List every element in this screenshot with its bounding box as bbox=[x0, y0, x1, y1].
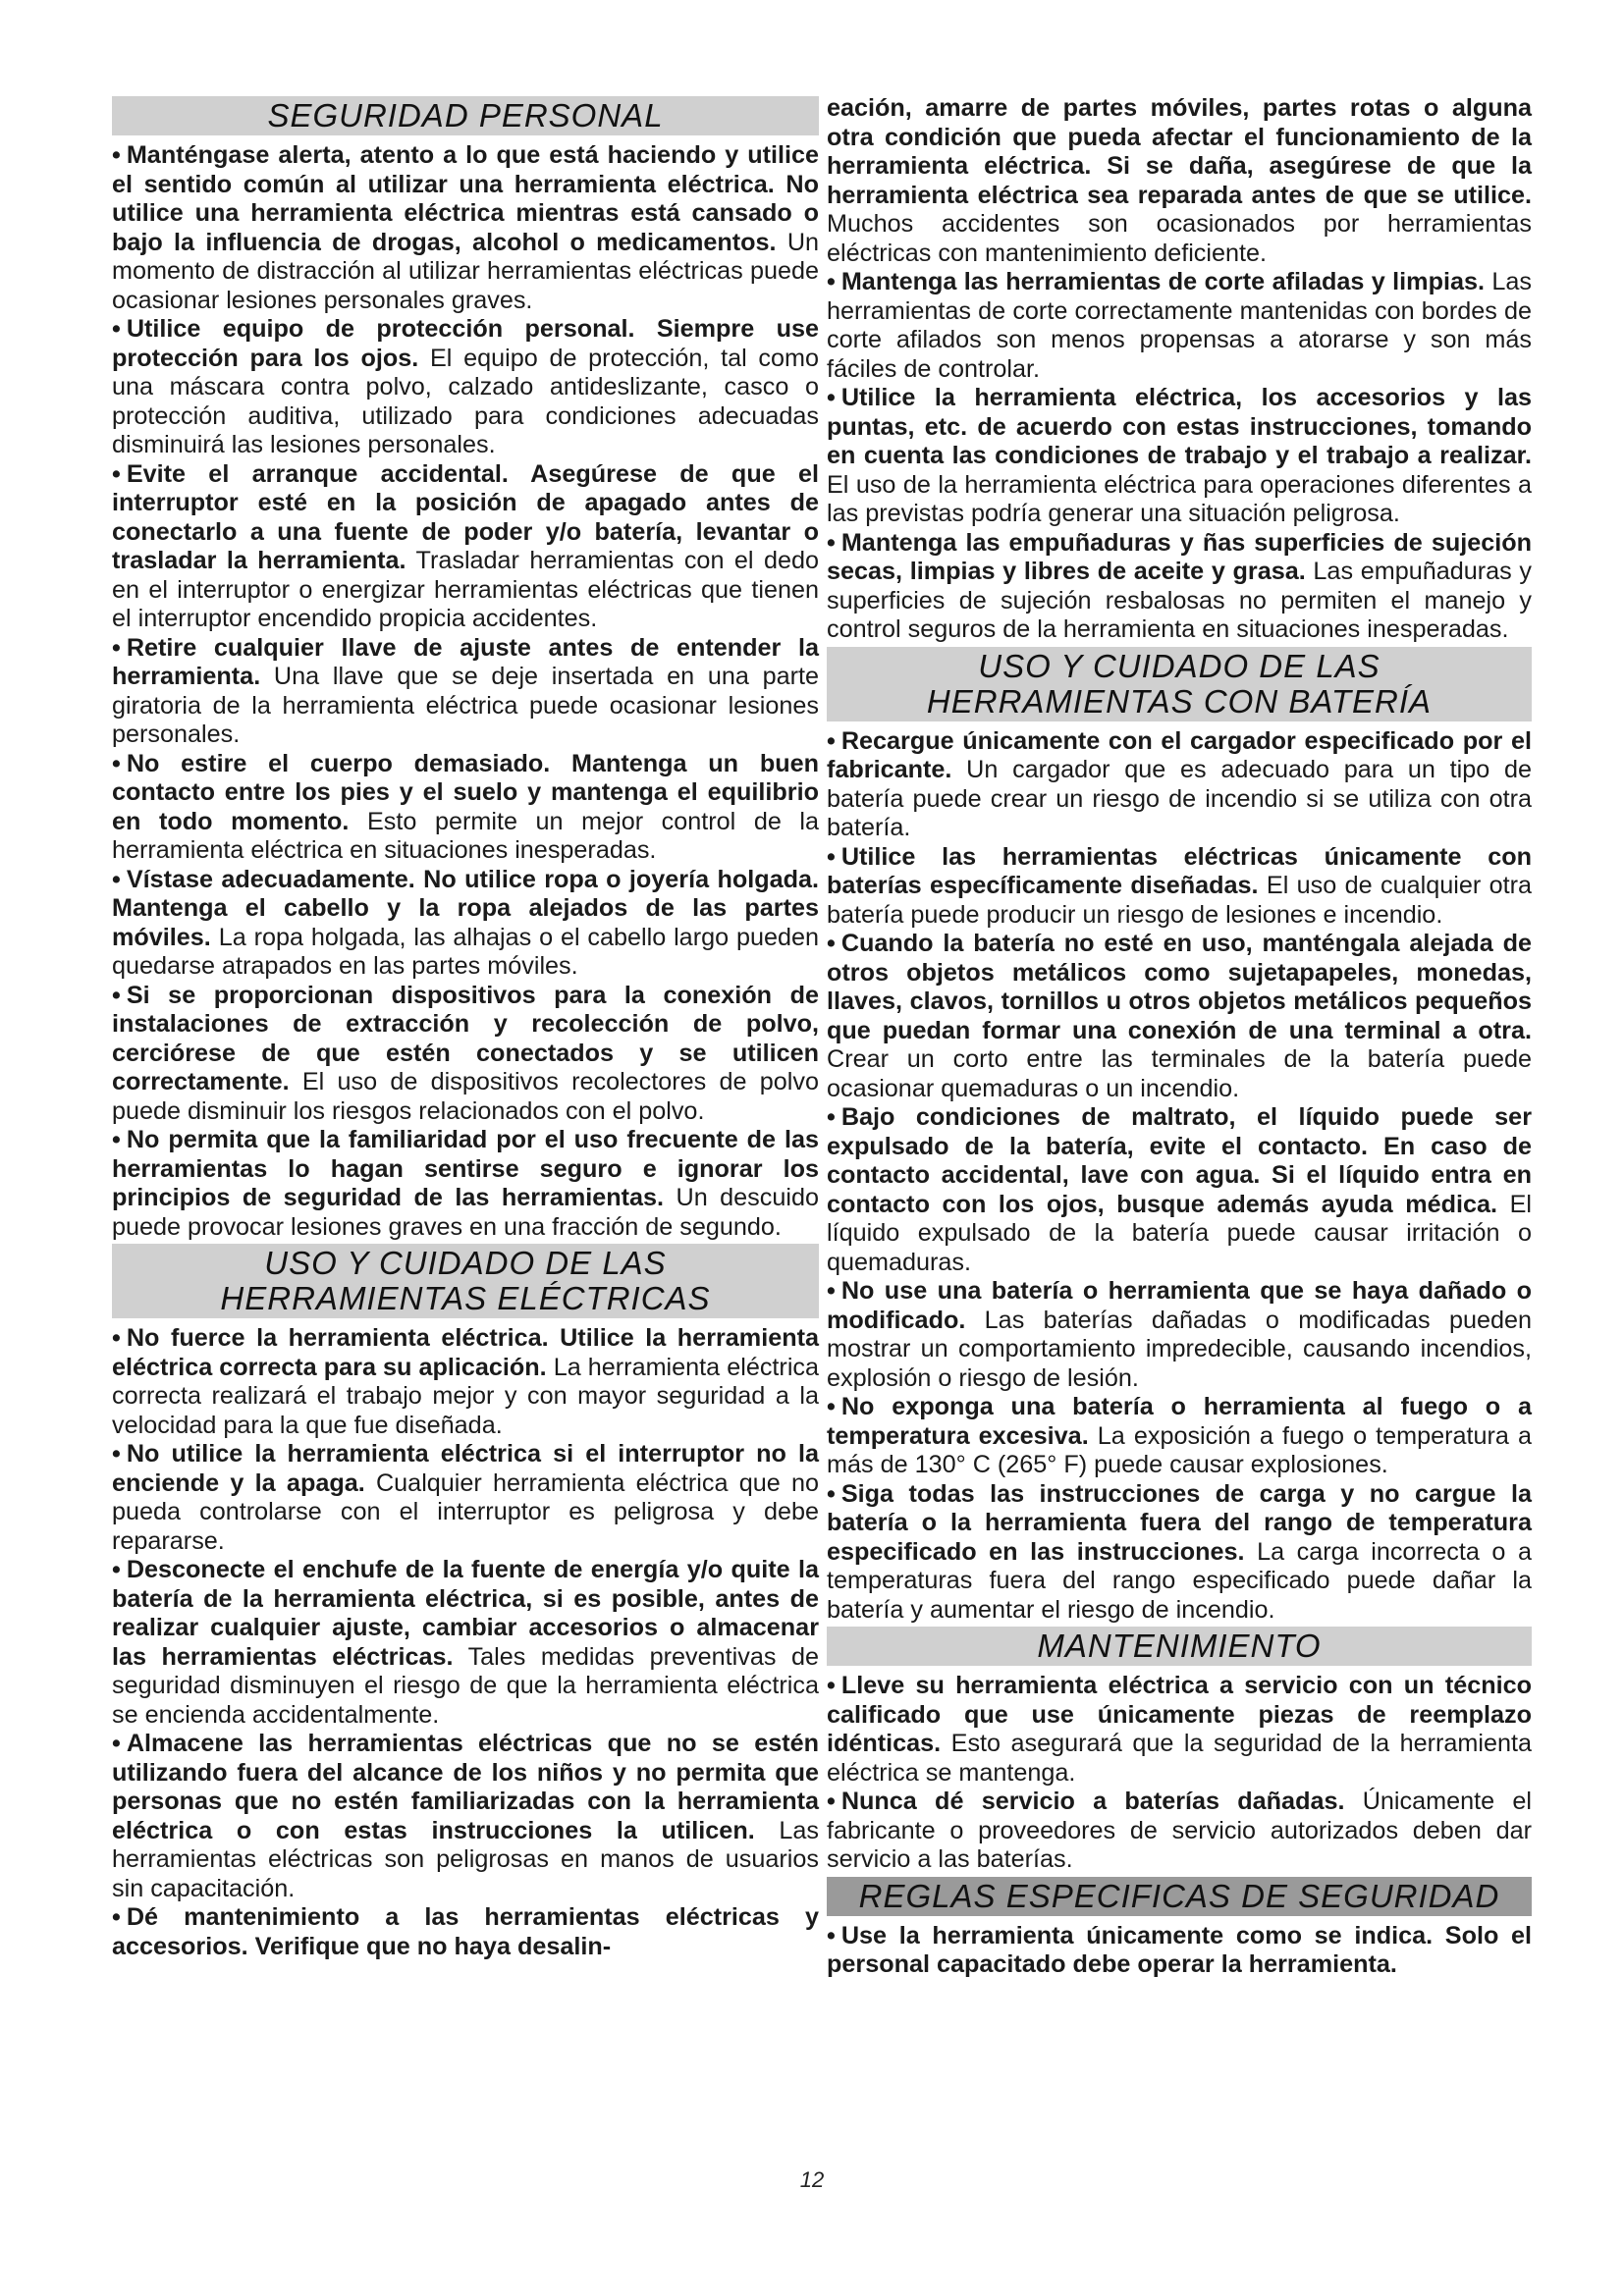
item-bold-text: Recargue únicamente con el cargador especificado por el fabricante. bbox=[827, 726, 1532, 783]
item-bold-text: No fuerce la herramienta eléctrica. Utilice la herramienta eléctrica correcta para su aplicación. bbox=[112, 1324, 819, 1381]
item-bold-text: No permita que la familiaridad por el uso frecuente de las herramientas lo hagan sentirse seguro e ignorar los principios de seguridad de las herramientas. bbox=[112, 1126, 819, 1211]
item-body-text: Trasladar herramientas con el dedo en el interruptor o energizar herramientas eléctricas que tienen el interruptor encendido propicia accidentes. bbox=[112, 547, 819, 632]
list-item bbox=[827, 1922, 1532, 1980]
item-bold-text: Use la herramienta únicamente como se indica. Solo el personal capacitado debe operar la herramienta. bbox=[827, 1921, 1532, 1978]
list-item bbox=[827, 529, 1532, 645]
section-title-line-1: USO Y CUIDADO DE LAS bbox=[978, 647, 1380, 684]
bullet: • bbox=[827, 1479, 836, 1508]
list-item bbox=[112, 315, 819, 460]
power-tool-items bbox=[112, 1324, 819, 1961]
bullet: • bbox=[112, 633, 121, 662]
item-body-text: Esto permite un mejor control de la herramienta eléctrica en situaciones inesperadas. bbox=[112, 807, 820, 864]
bullet: • bbox=[112, 1903, 121, 1931]
left-column bbox=[112, 94, 819, 1961]
list-item bbox=[112, 460, 819, 634]
item-body-text: Un cargador que es adecuado para un tipo de batería puede crear un riesgo de incendio si se utiliza con otra batería. bbox=[827, 756, 1533, 841]
item-bold-text: Dé mantenimiento a las herramientas eléctricas y accesorios. Verifique que no haya desalin- bbox=[112, 1903, 819, 1960]
item-bold-text: Evite el arranque accidental. Asegúrese de que el interruptor esté en la posición de apagado antes de conectarlo a una fuente de poder y/o batería, levantar o trasladar la herramienta. bbox=[112, 459, 819, 574]
item-bold-text: Mantenga las herramientas de corte afiladas y limpias. bbox=[840, 268, 1485, 295]
list-item bbox=[112, 866, 819, 982]
item-body-text: El equipo de protección, tal como una máscara contra polvo, calzado antideslizante, casco o protección auditiva, utilizado para condiciones adecuadas disminuirá las lesiones personales. bbox=[112, 344, 819, 458]
item-bold-text: Utilice las herramientas eléctricas únicamente con baterías específicamente diseñadas. bbox=[827, 842, 1532, 899]
item-body-text: La carga incorrecta o a temperaturas fuera del rango especificado puede dañar la batería y aumentar el riesgo de incendio. bbox=[827, 1537, 1532, 1624]
item-bold-text: Lleve su herramienta eléctrica a servicio con un técnico calificado que use únicamente piezas de reemplazo idénticas. bbox=[827, 1672, 1532, 1757]
section-header-seguridad-personal bbox=[112, 96, 819, 135]
item-bold-text: Bajo condiciones de maltrato, el líquido puede ser expulsado de la batería, evite el contacto. En caso de contacto accidental, lave con agua. Si el líquido entra en contacto con los ojos, busque además ayuda médica. bbox=[827, 1103, 1532, 1218]
item-body-text: Crear un corto entre las terminales de la batería puede ocasionar quemaduras o un incendio. bbox=[827, 1045, 1532, 1102]
item-body-text: Un descuido puede provocar lesiones graves en una fracción de segundo. bbox=[112, 1184, 819, 1241]
bullet: • bbox=[827, 1672, 836, 1699]
list-item bbox=[827, 930, 1532, 1103]
item-bold-text: Vístase adecuadamente. No utilice ropa o joyería holgada. Mantenga el cabello y la ropa alejados de las partes móviles. bbox=[112, 865, 819, 951]
list-item bbox=[827, 1103, 1532, 1277]
list-item bbox=[827, 1277, 1532, 1393]
bullet: • bbox=[827, 1788, 836, 1815]
bullet: • bbox=[112, 749, 121, 777]
section-header-uso-herramientas-electricas bbox=[112, 1244, 819, 1318]
bullet: • bbox=[827, 1103, 836, 1131]
bullet: • bbox=[112, 1324, 121, 1352]
item-bold-text: Nunca dé servicio a baterías dañadas. bbox=[840, 1788, 1345, 1815]
list-item bbox=[112, 750, 819, 866]
bullet: • bbox=[827, 1921, 836, 1949]
item-bold-text: No utilice la herramienta eléctrica si el interruptor no la enciende y la apaga. bbox=[112, 1440, 819, 1497]
item-body-text: Tales medidas preventivas de seguridad disminuyen el riesgo de que la herramienta eléctrica se encienda accidentalmente. bbox=[112, 1642, 819, 1729]
personal-items bbox=[112, 141, 819, 1242]
item-bold-text: Desconecte el enchufe de la fuente de energía y/o quite la batería de la herramienta eléctrica, si es posible, antes de realizar cualquier ajuste, cambiar accesorios o almacenar las herramientas eléctricas. bbox=[112, 1556, 819, 1671]
item-body-text: Un momento de distracción al utilizar herramientas eléctricas puede ocasionar lesiones personales graves. bbox=[112, 228, 820, 314]
list-item bbox=[827, 1480, 1532, 1626]
bullet: • bbox=[112, 865, 121, 893]
right-column bbox=[827, 94, 1532, 1980]
item-body-text: Esto asegurará que la seguridad de la herramienta eléctrica se mantenga. bbox=[827, 1730, 1532, 1787]
item-bold-text: Mantenga las empuñaduras y ñas superficies de sujeción secas, limpias y libres de aceite y grasa. bbox=[827, 528, 1532, 585]
section-title: MANTENIMIENTO bbox=[1037, 1628, 1322, 1664]
item-body-text: Las empuñaduras y superficies de sujeción resbalosas no permiten el manejo y control seguros de la herramienta en situaciones inesperadas. bbox=[827, 558, 1532, 643]
bullet: • bbox=[112, 1556, 121, 1583]
list-item bbox=[827, 1788, 1532, 1875]
item-bold-text: Utilice la herramienta eléctrica, los accesorios y las puntas, etc. de acuerdo con estas instrucciones, tomando en cuenta las condiciones de trabajo y el trabajo a realizar. bbox=[827, 384, 1532, 469]
list-item bbox=[112, 1556, 819, 1730]
bullet: • bbox=[827, 930, 836, 957]
section-title: REGLAS ESPECIFICAS DE SEGURIDAD bbox=[858, 1877, 1500, 1914]
list-item bbox=[827, 727, 1532, 843]
list-item bbox=[827, 268, 1532, 384]
item-body-text: El uso de cualquier otra batería puede producir un riesgo de lesiones e incendio. bbox=[827, 872, 1532, 929]
bullet: • bbox=[112, 459, 121, 488]
item-bold-text: Manténgase alerta, atento a lo que está haciendo y utilice el sentido común al utilizar una herramienta eléctrica. No utilice una herramienta eléctrica mientras está cansado o bajo la influencia de drogas, alcohol o medicamentos. bbox=[112, 141, 819, 256]
bullet: • bbox=[827, 726, 836, 755]
item-bold-text: No exponga una batería o herramienta al fuego o a temperatura excesiva. bbox=[827, 1393, 1532, 1450]
section-title: SEGURIDAD PERSONAL bbox=[267, 97, 664, 133]
list-item bbox=[112, 1903, 819, 1961]
bullet: • bbox=[827, 528, 836, 557]
list-item bbox=[112, 1440, 819, 1556]
section-header-mantenimiento bbox=[827, 1627, 1532, 1666]
item-bold-text: Almacene las herramientas eléctricas que no se estén utilizando fuera del alcance de los niños y no permita que personas que no estén familiarizadas con la herramienta eléctrica o con estas instrucciones la utilicen. bbox=[112, 1730, 819, 1844]
item-bold-text: eación, amarre de partes móviles, partes rotas o alguna otra condición que pueda afectar el funcionamiento de la herramienta eléctrica. Si se daña, asegúrese de que la herramienta eléctrica sea reparada antes de que se utilice. bbox=[827, 94, 1532, 209]
bullet: • bbox=[827, 842, 836, 871]
list-item bbox=[112, 634, 819, 750]
item-body-text: El uso de dispositivos recolectores de polvo puede disminuir los riesgos relacionados con el polvo. bbox=[112, 1068, 820, 1125]
list-item bbox=[827, 1393, 1532, 1480]
item-body-text: Cualquier herramienta eléctrica que no pueda controlarse con el interruptor es peligrosa y debe repararse. bbox=[112, 1468, 819, 1555]
item-bold-text: Retire cualquier llave de ajuste antes de entender la herramienta. bbox=[112, 633, 819, 690]
item-body-text: La herramienta eléctrica correcta realizará el trabajo mejor y con mayor seguridad a la velocidad para la que fue diseñada. bbox=[112, 1353, 820, 1439]
item-body-text: Una llave que se deje insertada en una parte giratoria de la herramienta eléctrica puede ocasionar lesiones personales. bbox=[112, 663, 820, 748]
bullet: • bbox=[112, 1126, 121, 1153]
list-item bbox=[112, 141, 819, 315]
continuation-paragraph bbox=[827, 94, 1532, 268]
list-item bbox=[112, 1126, 819, 1242]
section-header-reglas-especificas bbox=[827, 1877, 1532, 1916]
item-bold-text: No estire el cuerpo demasiado. Mantenga un buen contacto entre los pies y el suelo y mantenga el equilibrio en todo momento. bbox=[112, 749, 819, 835]
section-header-uso-herramientas-bateria bbox=[827, 647, 1532, 721]
item-bold-text: Utilice equipo de protección personal. Siempre use protección para los ojos. bbox=[112, 315, 819, 372]
section-title-line-1: USO Y CUIDADO DE LAS bbox=[264, 1245, 667, 1281]
bullet: • bbox=[827, 268, 836, 295]
item-bold-text: Cuando la batería no esté en uso, manténgala alejada de otros objetos metálicos como sujetapapeles, monedas, llaves, clavos, tornillos u otros objetos metálicos pequeños que puedan formar una conexión de una terminal a otra. bbox=[827, 930, 1532, 1044]
item-body-text: La ropa holgada, las alhajas o el cabello largo pueden quedarse atrapados en las partes móviles. bbox=[112, 923, 820, 980]
bullet: • bbox=[112, 981, 121, 1009]
item-body-text: Las baterías dañadas o modificadas pueden mostrar un comportamiento impredecible, causando incendios, explosión o riesgo de lesión. bbox=[827, 1306, 1532, 1392]
list-item bbox=[827, 384, 1532, 529]
item-body-text: La exposición a fuego o temperatura a más de 130° C (265° F) puede causar explosiones. bbox=[827, 1421, 1533, 1478]
bullet: • bbox=[112, 1730, 121, 1757]
item-body-text: Muchos accidentes son ocasionados por herramientas eléctricas con mantenimiento deficiente. bbox=[827, 210, 1532, 267]
list-item bbox=[112, 982, 819, 1127]
item-body-text: El uso de la herramienta eléctrica para operaciones diferentes a las previstas podría generar una situación peligrosa. bbox=[827, 470, 1532, 527]
item-body-text: El líquido expulsado de la batería puede causar irritación o quemaduras. bbox=[827, 1190, 1532, 1276]
bullet: • bbox=[112, 1440, 121, 1468]
bullet: • bbox=[827, 1277, 836, 1305]
list-item bbox=[827, 1672, 1532, 1788]
item-bold-text: No use una batería o herramienta que se haya dañado o modificado. bbox=[827, 1277, 1532, 1334]
page-number: 12 bbox=[799, 2167, 825, 2192]
list-item bbox=[112, 1730, 819, 1903]
section-title-line-2: HERRAMIENTAS CON BATERÍA bbox=[926, 682, 1433, 720]
bullet: • bbox=[827, 1393, 836, 1420]
item-bold-text: Siga todas las instrucciones de carga y no cargue la batería o la herramienta fuera del rango de temperatura especificado en las instrucciones. bbox=[827, 1479, 1532, 1566]
item-body-text: Únicamente el fabricante o proveedores de servicio autorizados deben dar servicio a las baterías. bbox=[827, 1788, 1532, 1873]
section-title-line-2: HERRAMIENTAS ELÉCTRICAS bbox=[220, 1280, 711, 1316]
bullet: • bbox=[827, 384, 836, 411]
bullet: • bbox=[112, 141, 121, 169]
bullet: • bbox=[112, 315, 121, 343]
item-bold-text: Si se proporcionan dispositivos para la conexión de instalaciones de extracción y recolección de polvo, cerciórese de que estén conectados y se utilicen correctamente. bbox=[112, 981, 819, 1095]
list-item bbox=[112, 1324, 819, 1440]
item-body-text: Las herramientas eléctricas son peligrosas en manos de usuarios sin capacitación. bbox=[112, 1816, 819, 1902]
item-body-text: Las herramientas de corte correctamente mantenidas con bordes de corte afilados son menos propensas a atorarse y son más fáciles de controlar. bbox=[827, 268, 1532, 383]
list-item bbox=[827, 843, 1532, 931]
